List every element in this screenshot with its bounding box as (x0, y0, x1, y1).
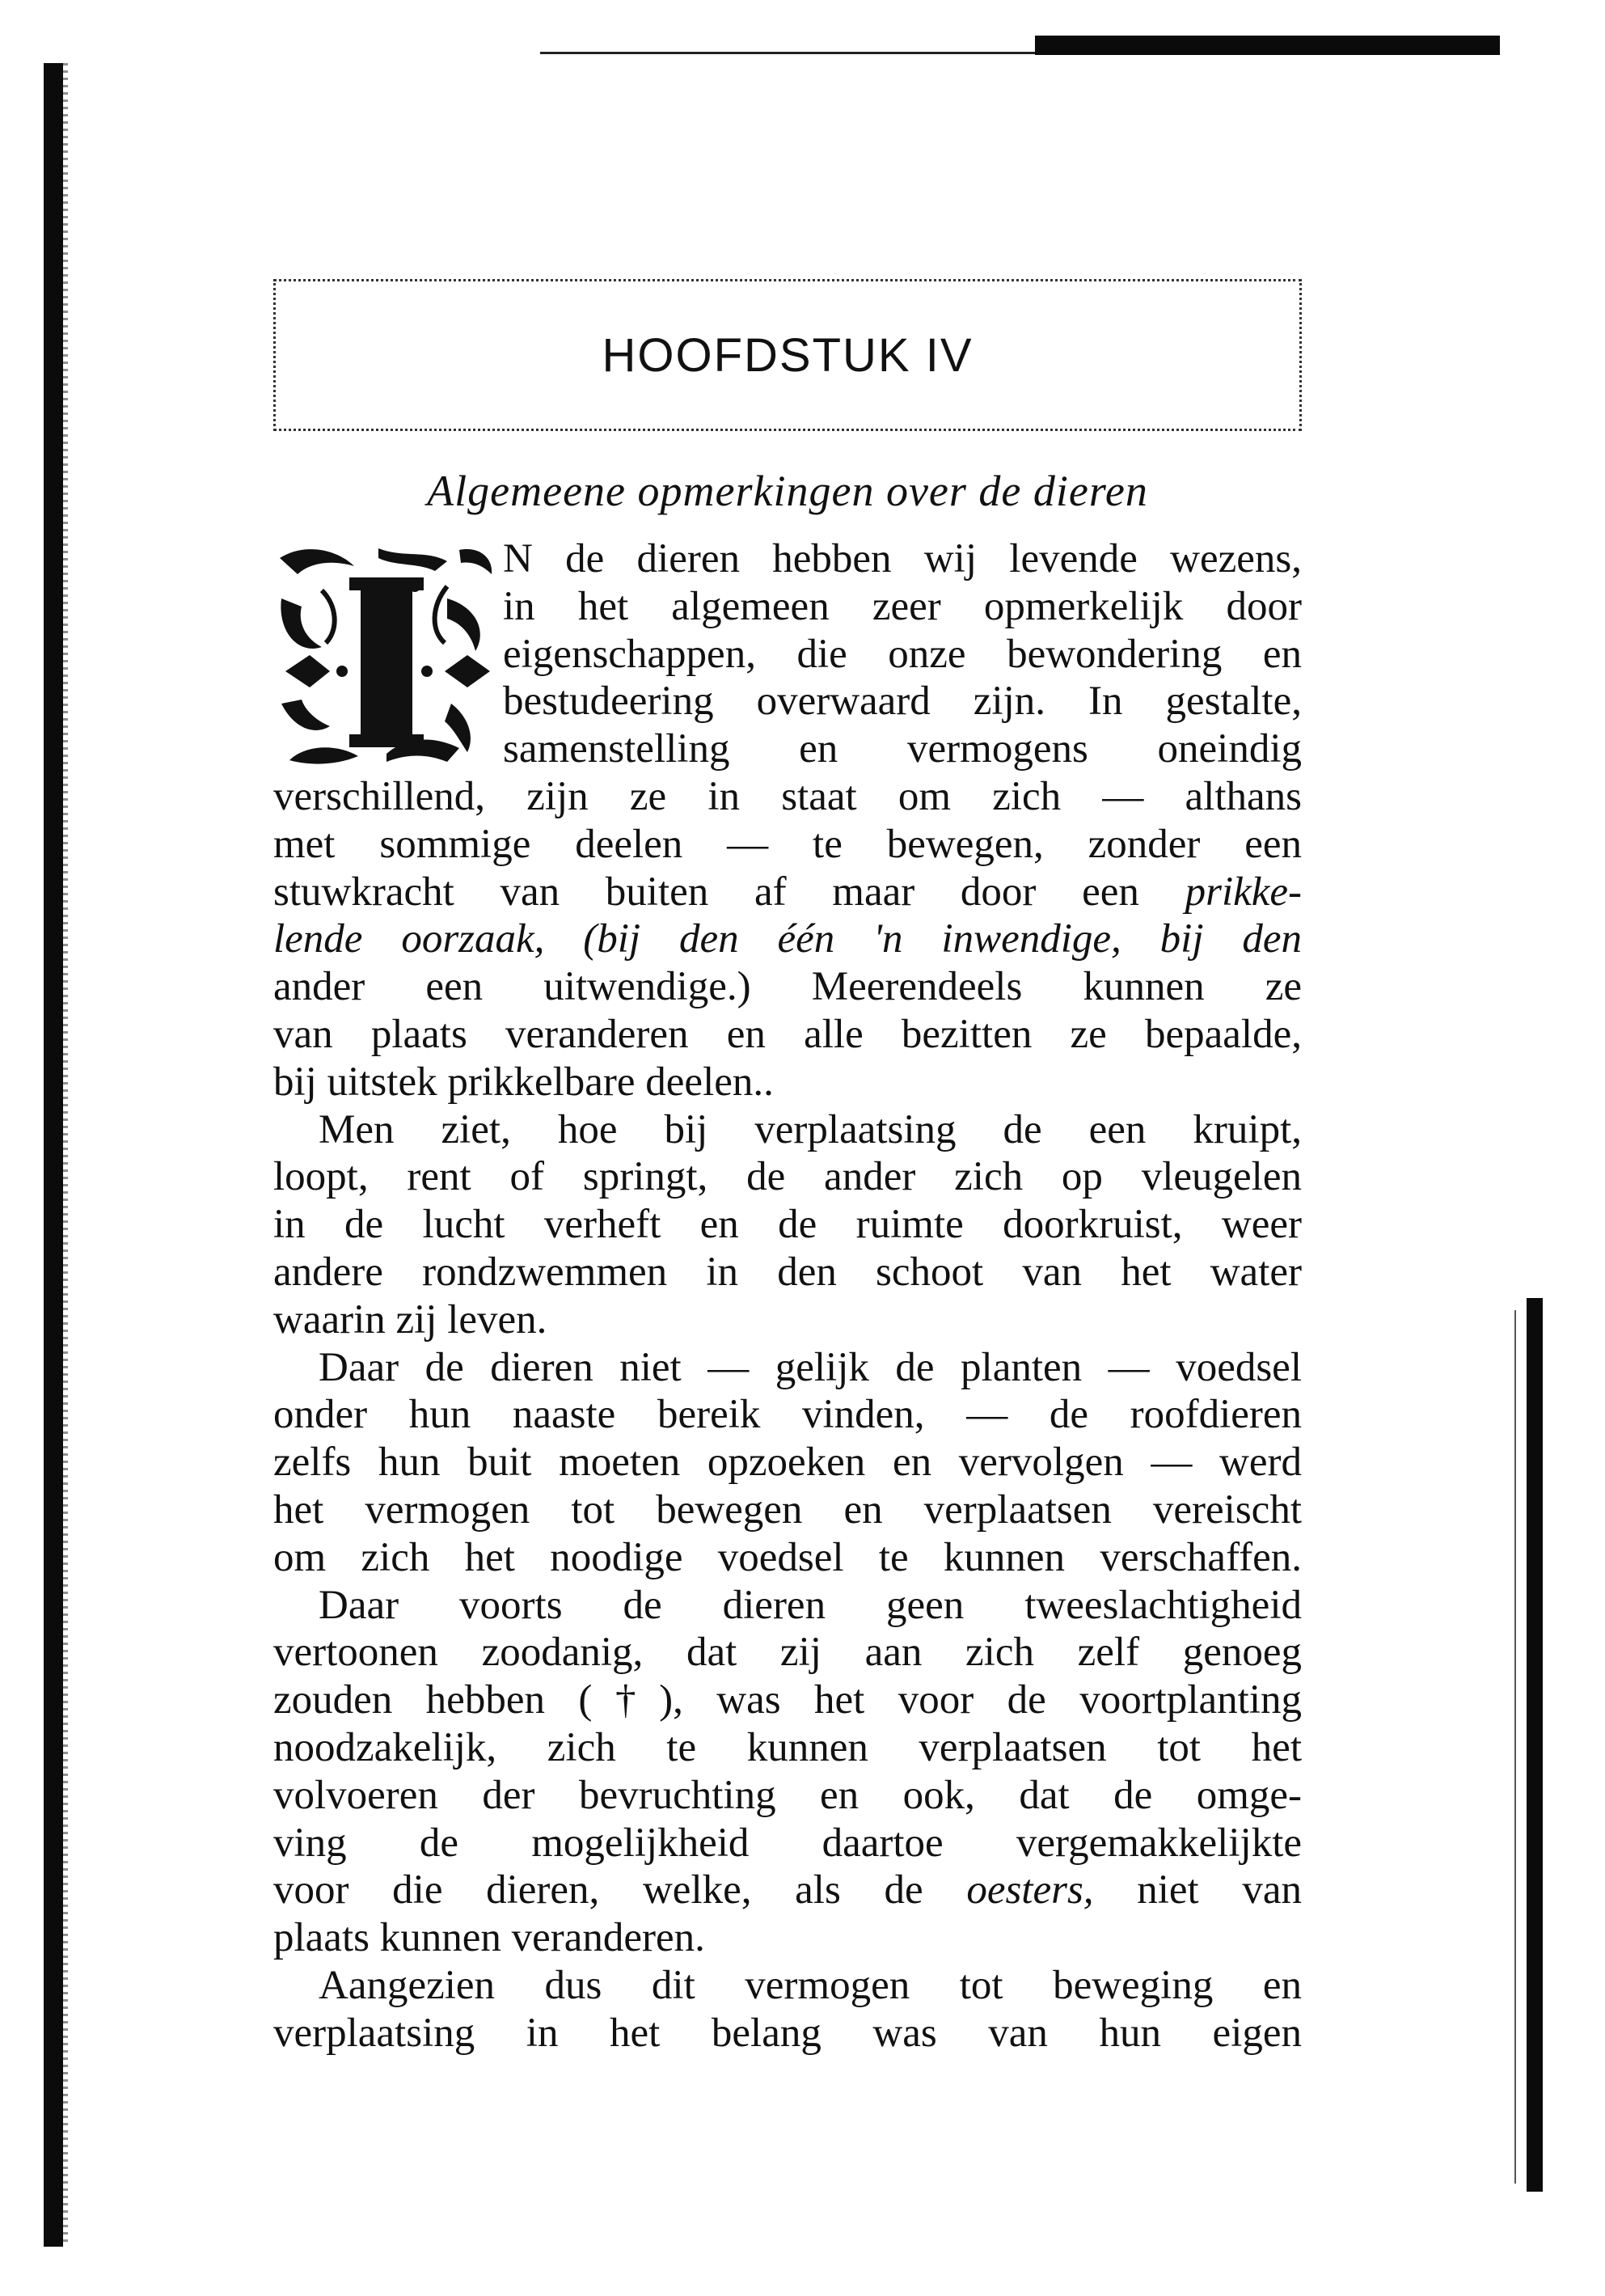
text-line: onder hun naaste bereik vinden, — de roofdieren (273, 1392, 1302, 1438)
chapter-subtitle: Algemeene opmerkingen over de dieren (427, 467, 1148, 515)
chapter-heading-box (273, 279, 1302, 431)
scan-edge-right (1527, 1298, 1543, 2192)
chapter-title: HOOFDSTUK IV (602, 328, 974, 382)
text-line: samenstelling en vermogens oneindig (503, 726, 1302, 772)
text-line: zouden hebben (†), was het voor de voortplanting (273, 1677, 1302, 1723)
text-line: plaats kunnen veranderen. (273, 1915, 705, 1961)
italic-fragment: oesters, (966, 1867, 1094, 1913)
italic-fragment: lende (273, 916, 402, 962)
text-line: in het algemeen zeer opmerkelijk door (503, 583, 1302, 629)
text-fragment: oorzaak, (bij den één 'n inwendige, bij den (401, 916, 1302, 962)
body-text (273, 535, 1302, 2057)
text-fragment: voor die dieren, welke, als de (273, 1867, 923, 1913)
text-line: om zich het noodige voedsel te kunnen verschaffen. (273, 1534, 1302, 1580)
scan-edge-left (44, 63, 63, 2247)
text-line: ander een uitwendige.) Meerendeels kunnen ze (273, 964, 1302, 1010)
text-line: het vermogen tot bewegen en verplaatsen vereischt (273, 1486, 1302, 1533)
drop-initial-letter: I (386, 724, 387, 725)
text-fragment: stuwkracht van buiten af maar door een (273, 869, 1139, 915)
text-line: ving de mogelijkheid daartoe vergemakkelijkte (273, 1820, 1302, 1866)
text-line: bestudeering overwaard zijn. In gestalte, (503, 679, 1302, 725)
text-line: volvoeren der bevruchting en ook, dat de omge- (273, 1772, 1302, 1818)
text-line: Daar de dieren niet — gelijk de planten — voedsel (319, 1344, 1302, 1390)
text-line: van plaats veranderen en alle bezitten ze bepaalde, (273, 1011, 1302, 1057)
text-line: verplaatsing in het belang was van hun eigen (273, 2010, 1302, 2056)
text-line: noodzakelijk, zich te kunnen verplaatsen tot het (273, 1724, 1302, 1770)
text-line: eigenschappen, die onze bewondering en (503, 631, 1302, 677)
text-line: in de lucht verheft en de ruimte doorkruist, weer (273, 1202, 1302, 1248)
text-line (273, 915, 1302, 963)
text-line (273, 1867, 1302, 1914)
text-line: zelfs hun buit moeten opzoeken en vervolgen — werd (273, 1440, 1302, 1486)
scan-edge-right-line (1514, 1310, 1516, 2184)
text-line: andere rondzwemmen in den schoot van het water (273, 1249, 1302, 1295)
text-line (273, 869, 1302, 916)
text-line: waarin zij leven. (273, 1296, 547, 1343)
text-line: bij uitstek prikkelbare deelen.. (273, 1059, 774, 1105)
text-line: Men ziet, hoe bij verplaatsing de een kruipt, (319, 1106, 1302, 1152)
scan-edge-top-thick (1035, 36, 1500, 55)
text-line: N de dieren hebben wij levende wezens, (503, 536, 1302, 581)
text-line: loopt, rent of springt, de ander zich op vleugelen (273, 1154, 1302, 1200)
text-line: verschillend, zijn ze in staat om zich — althans (273, 773, 1302, 819)
text-line: Daar voorts de dieren geen tweeslachtigheid (319, 1582, 1302, 1628)
italic-fragment: prikke- (1185, 869, 1303, 915)
text-fragment: niet van (1093, 1867, 1302, 1913)
text-line: met sommige deelen — te bewegen, zonder een (273, 821, 1302, 867)
text-line: Aangezien dus dit vermogen tot beweging en (319, 1962, 1302, 2008)
text-line: vertoonen zoodanig, dat zij aan zich zelf genoeg (273, 1630, 1302, 1676)
